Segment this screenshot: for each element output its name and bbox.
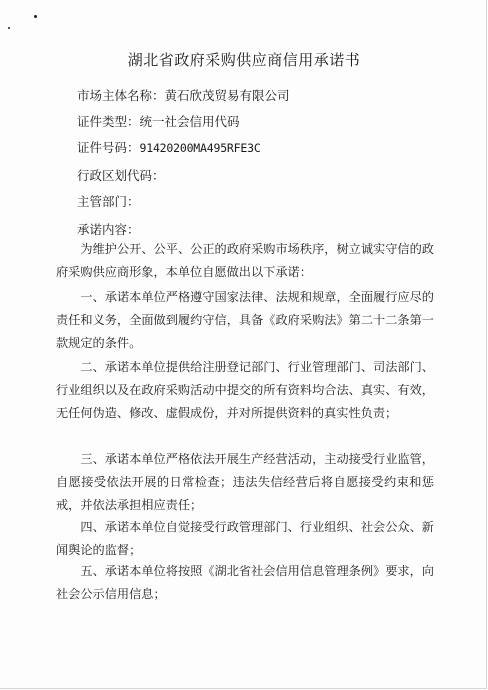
field-region-code [77, 166, 165, 184]
field-certificate-type [77, 112, 240, 130]
paragraph-intro: 为维护公开、公平、公正的政府采购市场秩序，树立诚实守信的政府采购供应商形象，本单位自愿做出以下承诺： [56, 242, 434, 279]
field-value: 黄石欣茂贸易有限公司 [164, 88, 290, 103]
paragraph-item-1: 一、承诺本单位严格遵守国家法律、法规和规章，全面履行应尽的责任和义务，全面做到履约守信，具备《政府采购法》第二十二条第一款规定的条件。 [56, 290, 434, 350]
paragraph-item-2: 二、承诺本单位提供给注册登记部门、行业管理部门、司法部门、行业组织以及在政府采购活动中提交的所有资料均合法、真实、有效，无任何伪造、修改、虚假成份，并对所提供资料的真实性负责； [56, 360, 434, 420]
field-label: 主管部门： [77, 194, 140, 209]
field-label: 承诺内容： [77, 222, 140, 237]
paragraph-item-5: 五、承诺本单位将按照《湖北省社会信用信息管理条例》要求，向社会公示信用信息； [56, 564, 434, 601]
field-label: 证件号码： [77, 140, 140, 155]
paragraph-item-3: 三、承诺本单位严格依法开展生产经营活动，主动接受行业监管，自愿接受依法开展的日常检查；违法失信经营后将自愿接受约束和惩戒，并依法承担相应责任； [56, 452, 434, 512]
field-value: 统一社会信用代码 [139, 114, 240, 129]
paragraph-item-4: 四、承诺本单位自觉接受行政管理部门、行业组织、社会公众、新闻舆论的监督； [56, 520, 434, 557]
field-certificate-number [77, 138, 261, 156]
field-label: 市场主体名称： [77, 88, 165, 103]
field-label: 证件类型： [77, 114, 140, 129]
scan-speck [34, 15, 37, 18]
field-label: 行政区划代码： [77, 168, 165, 183]
field-supervisor [77, 192, 140, 210]
field-commitment-heading [77, 220, 140, 238]
scan-speck [8, 27, 10, 29]
field-value: 91420200MA495RFE3C [139, 141, 261, 155]
document-title: 湖北省政府采购供应商信用承诺书 [127, 51, 361, 69]
field-entity-name [77, 86, 290, 104]
